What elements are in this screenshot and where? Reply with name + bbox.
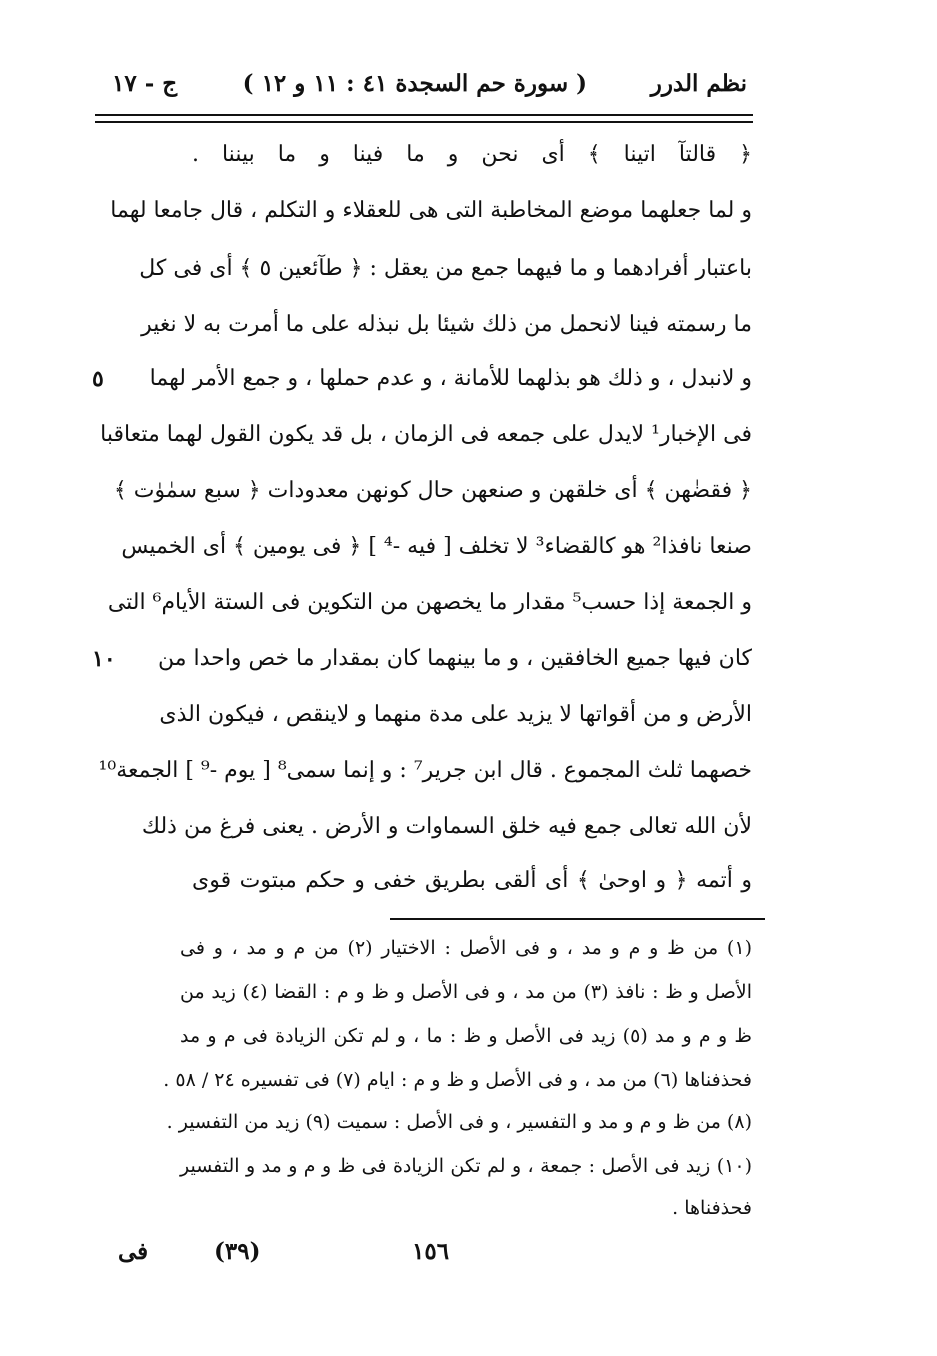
header-rule	[95, 114, 753, 116]
text-line: فى الإخبار¹ لايدل على جمعه فى الزمان ، بل قد يكون القول لهما متعاقبا	[100, 422, 752, 447]
footnote-rule	[390, 918, 765, 920]
text-line: ﴿ فقضٰهن ﴾ أى خلقهن و صنعهن حال كونهن معدودات ﴿ سبع سمٰوٰت ﴾	[113, 478, 752, 503]
footnote-line: (١) من ظ و م و مد ، و فى الأصل : الاختيار (٢) من م و مد ، و فى	[180, 937, 752, 959]
text-line: ﴿ قالتآ اتينا ﴾ أى نحن و ما فينا و ما بيننا .	[192, 142, 752, 167]
text-line: ما رسمته فينا لانحمل من ذلك شيئا بل نبذله على ما أمرت به لا نغير	[141, 312, 752, 337]
header-rule-secondary	[95, 121, 753, 123]
volume-number: ج - ١٧	[112, 70, 178, 97]
text-line: و لانبدل ، و ذلك هو بذلهما للأمانة ، و عدم حملها ، و جمع الأمر لهما	[149, 366, 752, 391]
running-title: نظم الدرر	[650, 70, 747, 97]
text-line: و أتمه ﴿ و اوحىٰ ﴾ أى ألقى بطريق خفى و حكم مبتوت قوى	[192, 868, 752, 893]
signature-mark: (٣٩)	[214, 1238, 261, 1265]
footnote-line: (٨) من ظ و م و مد و التفسير ، و فى الأصل : سميت (٩) زيد من التفسير .	[166, 1111, 752, 1133]
footnote-line: ظ و م و مد (٥) زيد فى الأصل و ظ : ما ، و لم تكن الزيادة فى م و مد	[180, 1025, 752, 1047]
text-line: و لما جعلهما موضع المخاطبة التى هى للعقلاء و التكلم ، قال جامعا لهما	[110, 198, 752, 223]
text-line: كان فيها جميع الخافقين ، و ما بينهما كان بمقدار ما خص واحدا من	[158, 646, 752, 671]
text-line: و الجمعة إذا حسب⁵ مقدار ما يخصهن من التكوين فى الستة الأيام⁶ التى	[107, 590, 752, 615]
line-number: ١٠	[92, 646, 116, 672]
page-number: ١٥٦	[412, 1238, 450, 1265]
text-line: الأرض و من أقواتها لا يزيد على مدة منهما و لاينقص ، فيكون الذى	[159, 702, 752, 727]
surah-reference: ( سورة حم السجدة ٤١ : ١١ و ١٢ )	[242, 70, 587, 97]
text-line: باعتبار أفرادهما و ما فيهما جمع من يعقل : ﴿ طآئعين ٥ ﴾ أى فى كل	[139, 256, 752, 281]
footnote-line: الأصل و ظ : نافذ (٣) من مد ، و فى الأصل و ظ و م : القضا (٤) زيد من	[180, 981, 752, 1003]
footnote-line: (١٠) زيد فى الأصل : جمعة ، و لم تكن الزيادة فى ظ و م و مد و التفسير	[180, 1155, 752, 1177]
text-line: صنعا نافذا² هو كالقضاء³ لا تخلف [ فيه -⁴ ] ﴿ فى يومين ﴾ أى الخميس	[121, 534, 752, 559]
footnote-line: فحذفناها .	[672, 1197, 752, 1219]
catchword: فى	[118, 1238, 149, 1265]
text-line: خصهما ثلث المجموع . قال ابن جرير⁷ : و إنما سمى⁸ [ يوم -⁹ ] الجمعة¹⁰	[98, 758, 752, 783]
footnote-line: فحذفناها (٦) من مد ، و فى الأصل و ظ و م : ايام (٧) فى تفسيره ٢٤ / ٥٨ .	[163, 1069, 752, 1091]
line-number: ٥	[92, 366, 104, 392]
text-line: لأن الله تعالى جمع فيه خلق السماوات و الأرض . يعنى فرغ من ذلك	[141, 814, 752, 839]
